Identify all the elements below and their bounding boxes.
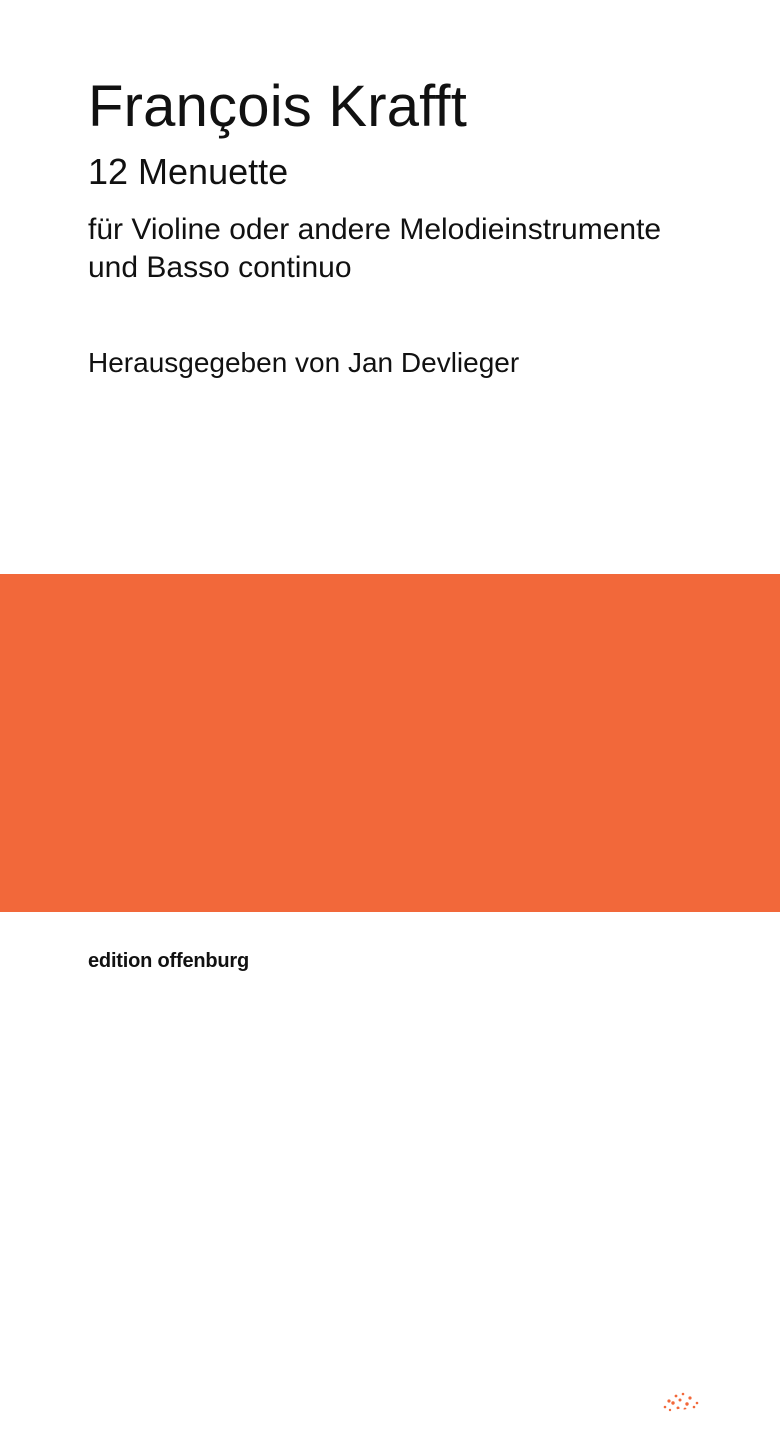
publisher-name: edition offenburg (88, 950, 250, 972)
editor-credit: Herausgegeben von Jan Devlieger (88, 347, 520, 378)
subtitle-line-1: für Violine oder andere Melodieinstrumente (88, 213, 662, 246)
subtitle-line-2: und Basso continuo (88, 250, 352, 284)
edition-offenburg-tree-icon (652, 1388, 710, 1442)
work-title: 12 Menuette (88, 151, 289, 192)
tree-trunk (672, 1406, 692, 1431)
subtitle (88, 211, 708, 286)
composer-name: François Krafft (88, 74, 468, 139)
logo-letter-e: e (653, 1425, 661, 1442)
logo-letter-o: o (695, 1426, 703, 1442)
